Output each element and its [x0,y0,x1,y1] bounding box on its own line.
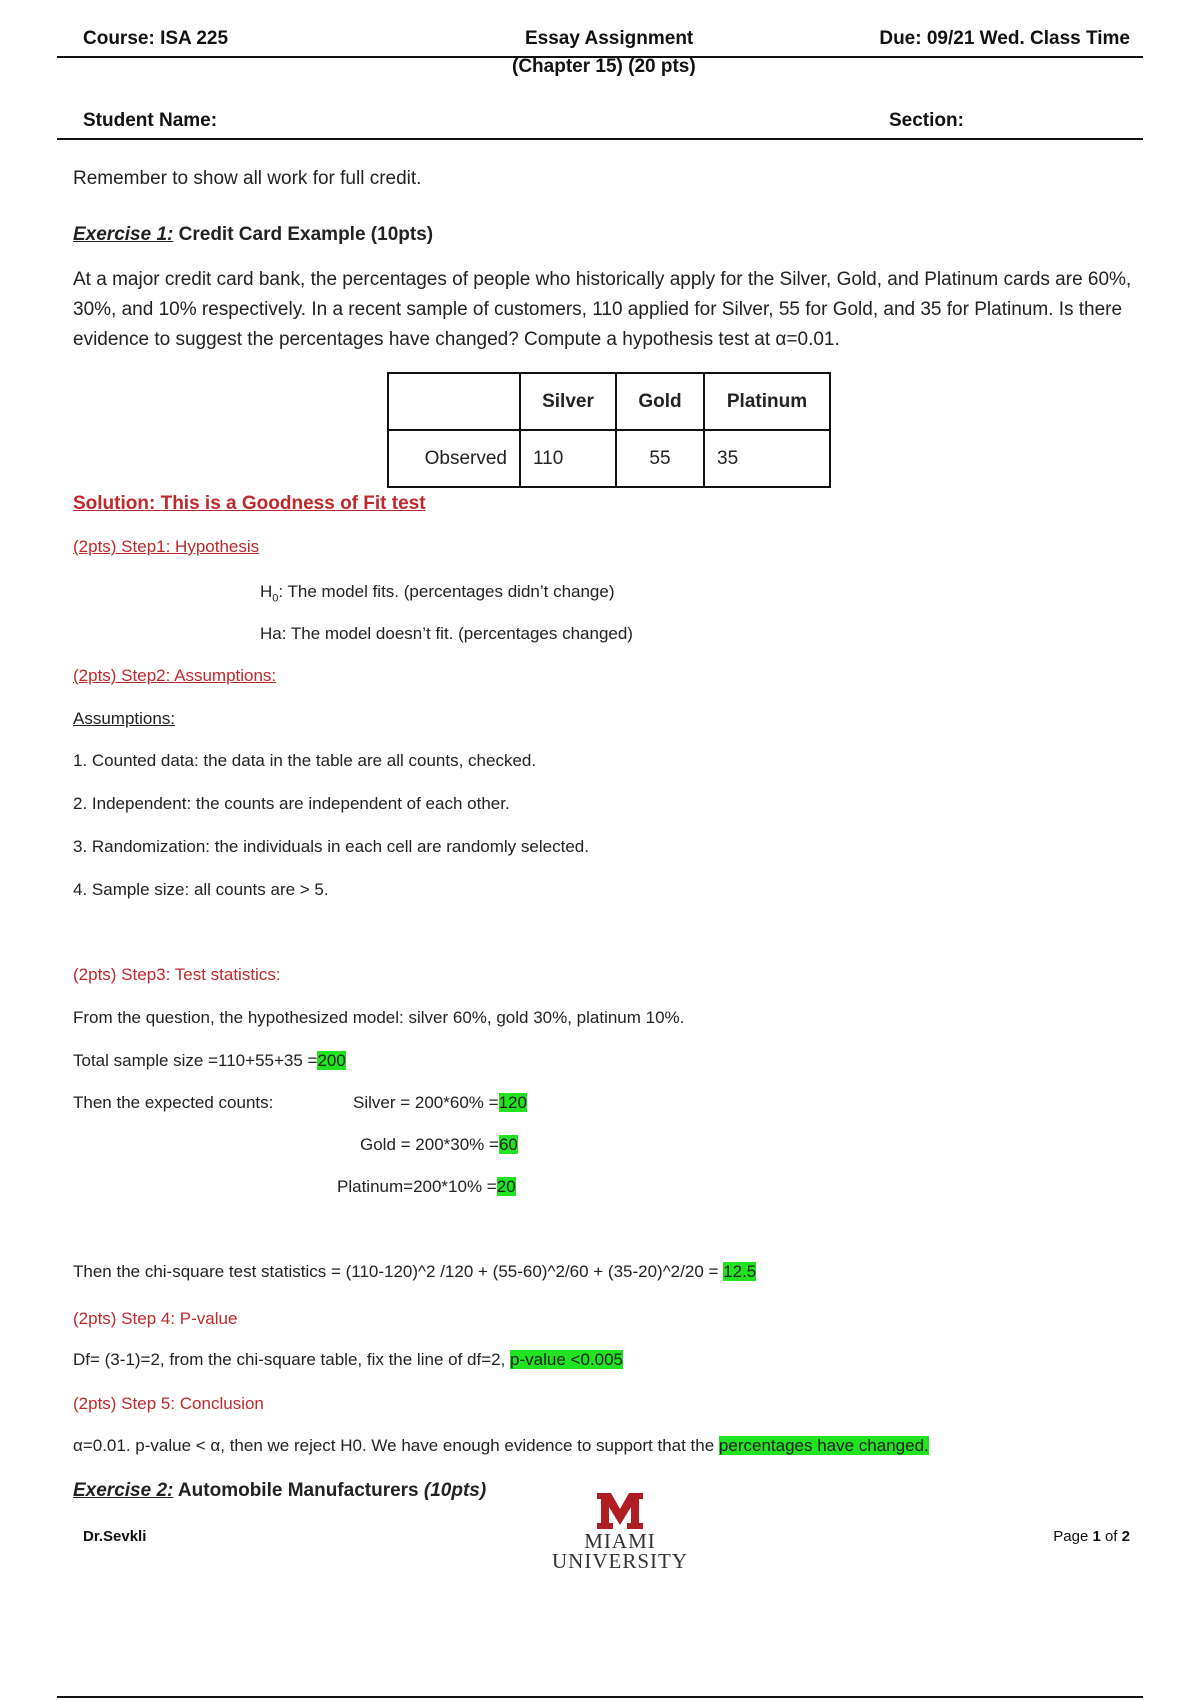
table-cell: 35 [704,430,830,487]
chi-square-line [73,1262,756,1282]
exercise2-label: Exercise 2: [73,1480,174,1501]
exercise2-pts: (10pts) [423,1480,487,1501]
total-value-highlight: 200 [317,1051,346,1070]
step4-label: (2pts) Step 4: P-value [73,1309,238,1328]
solution-title: Solution: This is a Goodness of Fit test [73,493,426,514]
table-cell: 110 [520,430,616,487]
h0-subscript: 0 [272,592,279,605]
df-line [73,1350,623,1370]
conclusion-line [73,1436,929,1456]
page-of: of [1100,1528,1122,1545]
student-name-label: Student Name: [83,110,218,131]
platinum-text: Platinum=200*10% = [337,1177,497,1196]
gold-text: Gold = 200*30% = [360,1135,499,1154]
table-cell: 55 [616,430,704,487]
table-header-cell: Gold [616,373,704,430]
step3-label: (2pts) Step3: Test statistics: [73,965,281,984]
section-label: Section: [889,110,964,131]
assumption-item: 1. Counted data: the data in the table are all counts, checked. [73,751,537,770]
logo-line1: MIAMI [584,1529,656,1553]
step1-label: (2pts) Step1: Hypothesis [73,537,260,556]
platinum-value-highlight: 20 [496,1177,516,1196]
assignment-title: Essay Assignment [525,28,694,49]
footer-rule [57,1696,1143,1698]
chi-value-highlight: 12.5 [723,1262,757,1281]
platinum-expected [337,1177,516,1197]
table-row [388,430,830,487]
gold-expected [360,1135,518,1155]
p-value-highlight: p-value <0.005 [510,1350,623,1369]
silver-text: Silver = 200*60% = [353,1093,499,1112]
table-header-row [388,373,830,430]
chi-text: Then the chi-square test statistics = (110-120)^2 /120 + (55-60)^2/60 + (35-20)^2/20 = [73,1262,724,1281]
exercise1-label: Exercise 1: [73,224,174,245]
total-sample-line [73,1051,346,1071]
observed-table [387,372,831,488]
step5-label: (2pts) Step 5: Conclusion [73,1394,264,1413]
assumptions-label: Assumptions: [73,709,176,728]
table-header-cell: Platinum [704,373,830,430]
table-row-label: Observed [388,430,520,487]
table-header-cell [388,373,520,430]
silver-value-highlight: 120 [498,1093,527,1112]
exercise2-title: Automobile Manufacturers [173,1480,424,1501]
page-current: 1 [1092,1528,1101,1545]
df-text: Df= (3-1)=2, from the chi-square table, fix the line of df=2, [73,1350,511,1369]
page-number [1053,1528,1130,1545]
assignment-subtitle: (Chapter 15) (20 pts) [512,56,696,77]
expected-label: Then the expected counts: [73,1093,274,1112]
exercise2-heading [73,1480,486,1502]
table-header-cell: Silver [520,373,616,430]
conclusion-highlight: percentages have changed. [718,1436,929,1455]
step2-label: (2pts) Step2: Assumptions: [73,666,277,685]
university-logo [550,1491,690,1571]
conclusion-text: α=0.01. p-value < α, then we reject H0. We have enough evidence to support that the [73,1436,719,1455]
exercise1-heading [73,224,433,246]
exercise1-problem: At a major credit card bank, the percentages of people who historically apply for the Silver, Gold, and Platinum cards are 60%, 30%, and 10% respectively. In a recent sample of customers, 110 applied for Silver, 55 for Gold, and 35 for Platinum. Is there evidence to suggest the percentages have changed? Compute a hypothesis test at α=0.01. [73,269,1132,350]
h0-symbol: H [260,582,273,601]
h0-text: : The model fits. (percentages didn’t change) [278,582,615,601]
silver-expected [353,1093,527,1113]
gold-value-highlight: 60 [498,1135,518,1154]
due-date: Due: 09/21 Wed. Class Time [879,28,1130,49]
assumption-item: 3. Randomization: the individuals in each cell are randomly selected. [73,837,589,856]
logo-line2: UNIVERSITY [552,1549,688,1573]
assumption-item: 4. Sample size: all counts are > 5. [73,880,329,899]
author-name: Dr.Sevkli [83,1528,147,1545]
null-hypothesis [260,582,615,604]
intro-text: Remember to show all work for full credit. [73,168,422,189]
course-label: Course: ISA 225 [83,28,229,49]
miami-m-icon [595,1491,645,1531]
page-total: 2 [1121,1528,1130,1545]
model-line: From the question, the hypothesized model: silver 60%, gold 30%, platinum 10%. [73,1008,685,1027]
page-prefix: Page [1053,1528,1093,1545]
assumption-item: 2. Independent: the counts are independent of each other. [73,794,510,813]
exercise1-title: Credit Card Example (10pts) [173,224,434,245]
name-rule [57,138,1143,140]
alternative-hypothesis: Ha: The model doesn’t fit. (percentages changed) [260,624,633,643]
total-text: Total sample size =110+55+35 = [73,1051,318,1070]
